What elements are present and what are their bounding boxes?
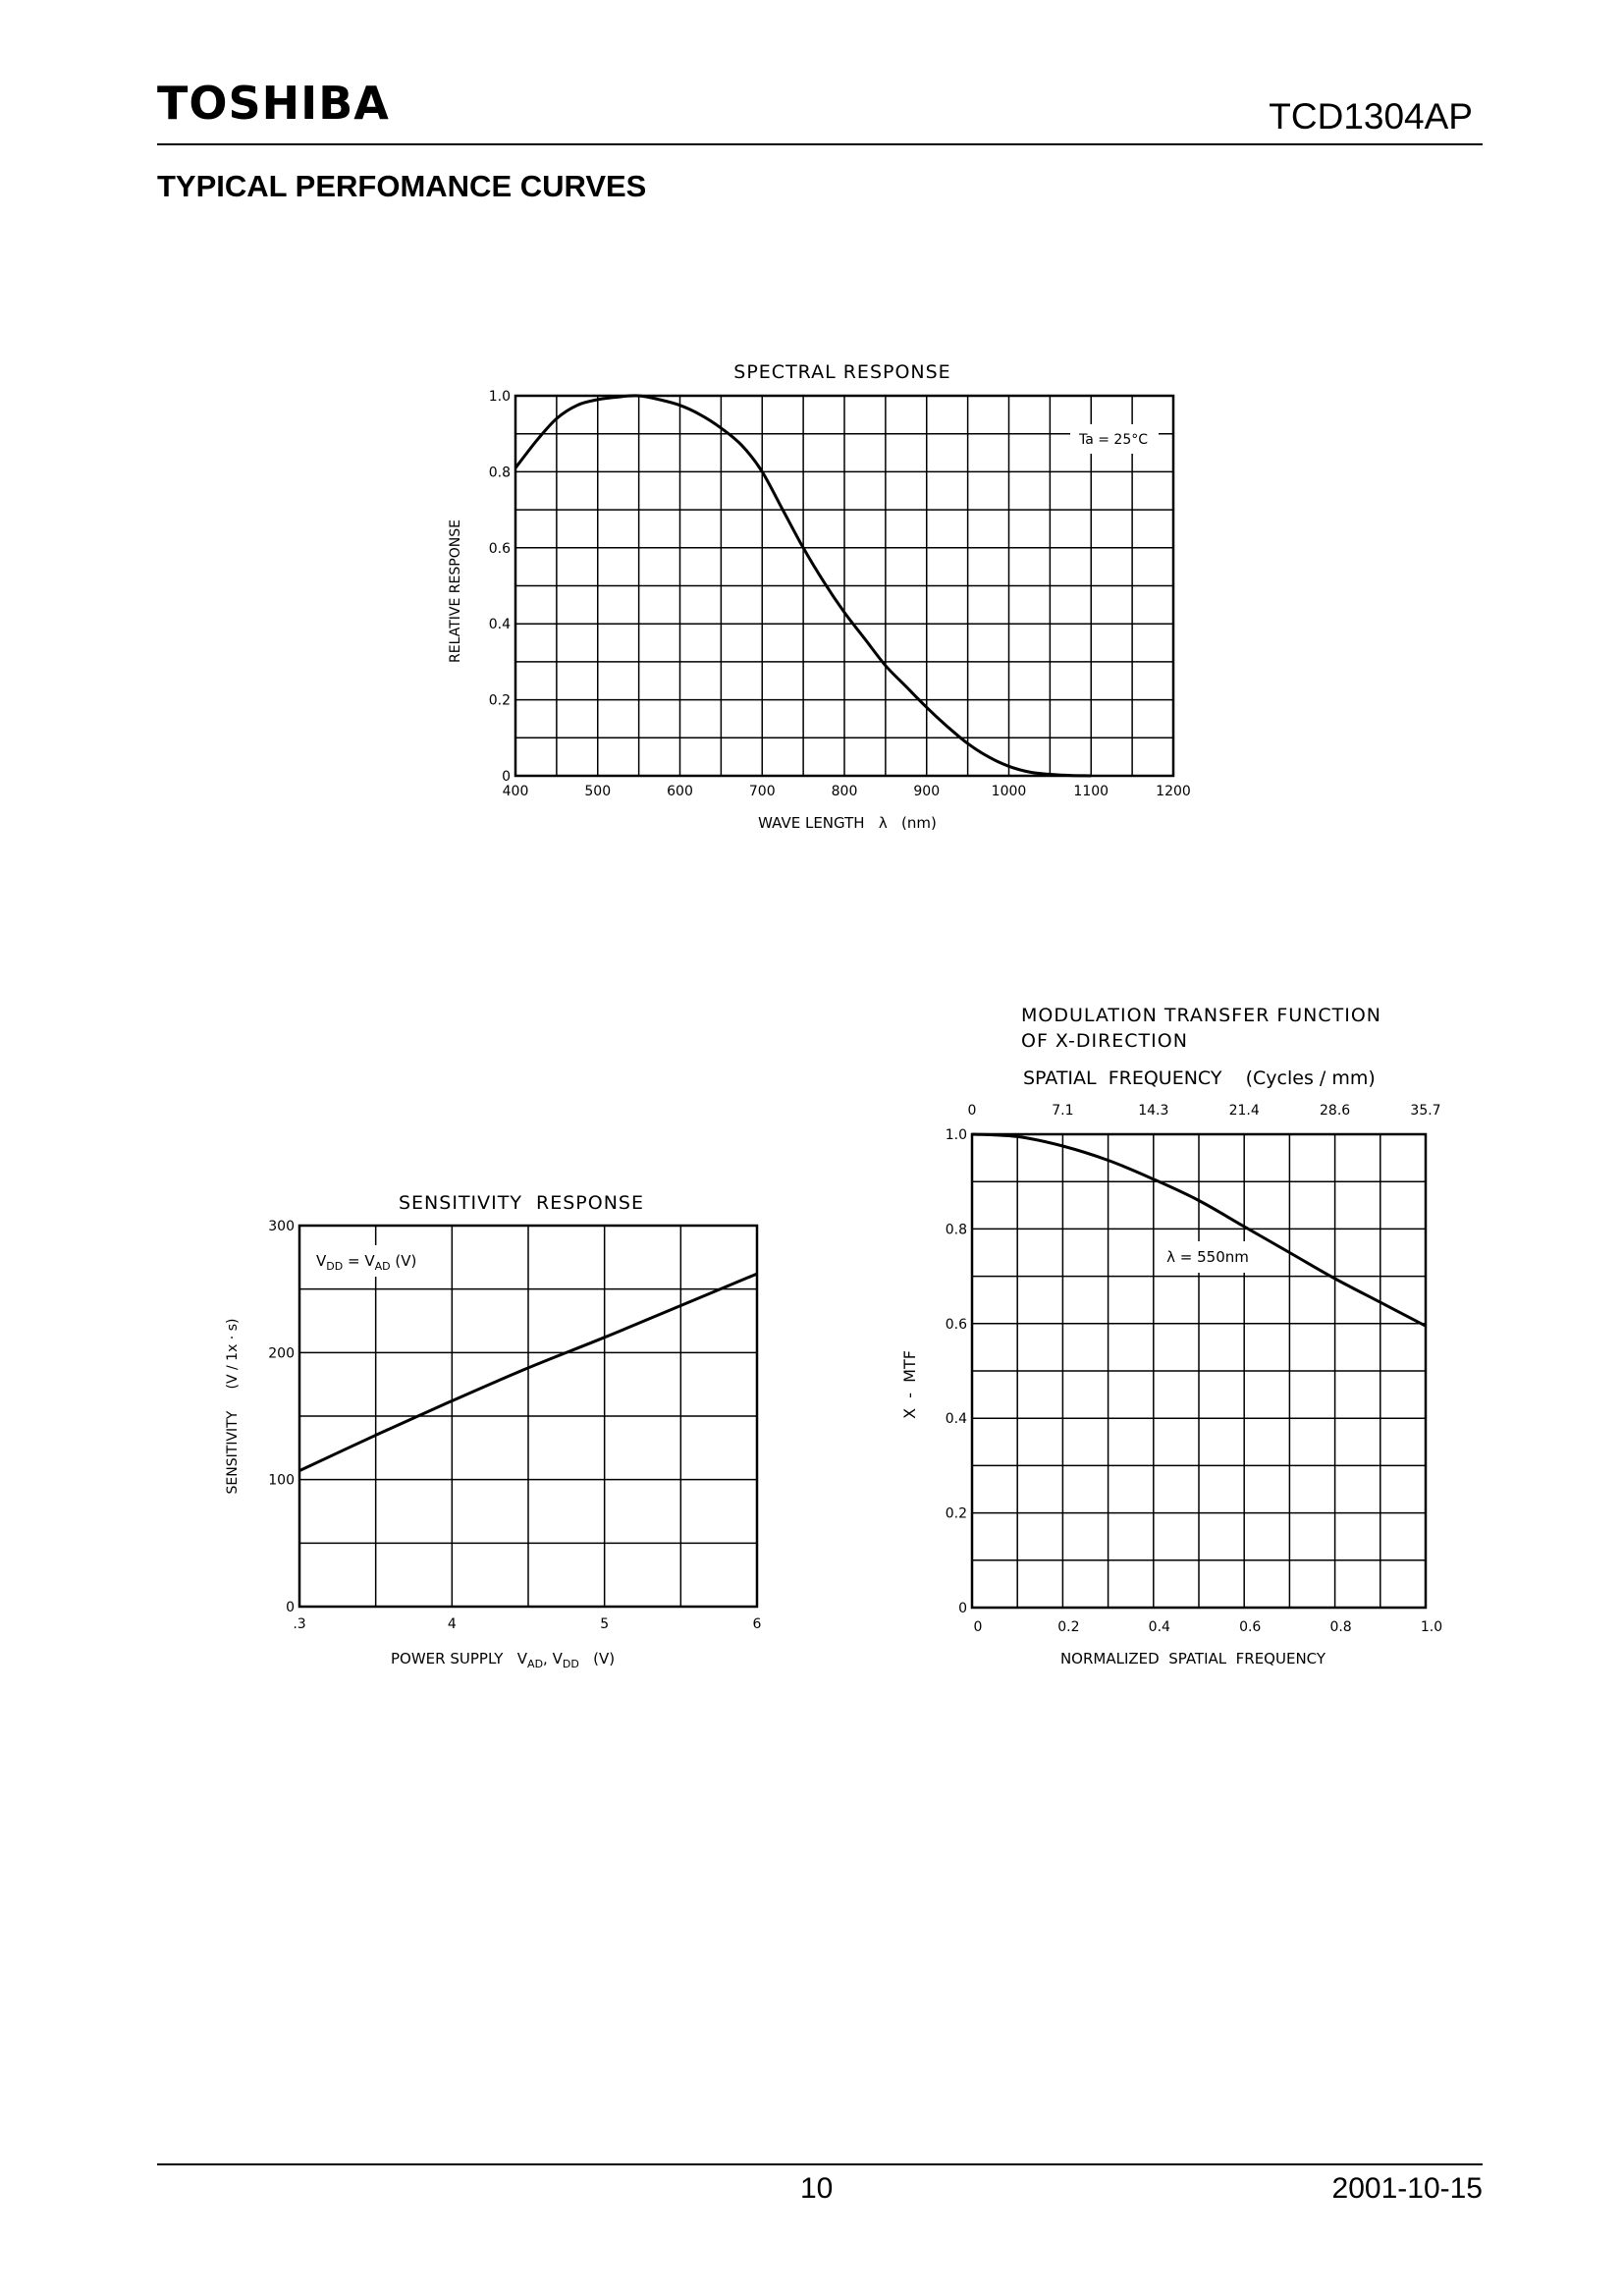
x-tick-label: 500 [584, 784, 612, 799]
annotation-temperature: Ta = 25°C [1078, 432, 1149, 448]
y-tick-label: 300 [268, 1219, 295, 1234]
y-tick-label: 0 [502, 769, 511, 785]
y-tick-label: 1.0 [945, 1127, 967, 1143]
y-tick-labels [946, 1127, 967, 1616]
x-tick-label: 6 [752, 1616, 762, 1632]
top-tick-label: 21.4 [1228, 1103, 1260, 1119]
x-tick-label: 0.6 [1239, 1619, 1262, 1635]
x-tick-label: 0.4 [1148, 1619, 1170, 1635]
y-tick-label: 0.6 [488, 540, 511, 557]
annotation-supply: $V_{DD} = V_{AD}$ (V) [316, 1252, 417, 1273]
top-tick-label: 35.7 [1410, 1103, 1441, 1119]
y-tick-label: 0.2 [488, 692, 511, 709]
x-tick-label: .3 [293, 1616, 306, 1632]
grid [972, 1134, 1426, 1608]
y-axis-label: SENSITIVITY (V / 1x · s) [225, 1318, 241, 1495]
footer-rule [157, 2163, 1483, 2165]
y-axis-label: RELATIVE RESPONSE [448, 519, 463, 663]
chart-title-line1: MODULATION TRANSFER FUNCTION [1021, 1005, 1382, 1026]
document-date: 2001-10-15 [1331, 2172, 1483, 2205]
top-axis-label: SPATIAL FREQUENCY (Cycles / mm) [1023, 1067, 1376, 1089]
y-tick-label: 0.4 [945, 1411, 967, 1428]
x-tick-labels [974, 1619, 1443, 1635]
x-tick-label: 600 [667, 784, 693, 799]
y-tick-label: 0 [286, 1600, 295, 1615]
x-tick-label: 1000 [991, 784, 1027, 799]
chart-title-line2: OF X-DIRECTION [1021, 1030, 1188, 1052]
y-tick-label: 0.2 [945, 1505, 967, 1522]
y-tick-label: 0.4 [488, 617, 511, 633]
top-tick-label: 28.6 [1320, 1103, 1351, 1119]
x-tick-label: 0.2 [1057, 1619, 1080, 1635]
y-tick-label: 1.0 [488, 389, 511, 405]
x-tick-label: 5 [600, 1616, 610, 1632]
section-title: TYPICAL PERFOMANCE CURVES [157, 169, 647, 203]
x-tick-label: 700 [748, 784, 776, 799]
chart-title: SPECTRAL RESPONSE [733, 361, 951, 383]
y-tick-label: 0.8 [488, 465, 511, 481]
chart-title: SENSITIVITY RESPONSE [398, 1192, 645, 1214]
annotation-wavelength: λ = 550nm [1166, 1248, 1249, 1266]
x-tick-label: 4 [447, 1616, 457, 1632]
y-tick-label: 100 [268, 1472, 295, 1489]
x-tick-label: 900 [913, 784, 941, 799]
y-tick-label: 0.8 [945, 1222, 967, 1238]
x-tick-label: 1.0 [1420, 1619, 1443, 1635]
x-axis-label: WAVE LENGTH λ (nm) [758, 814, 937, 832]
toshiba-logo: TOSHIBA [157, 77, 390, 130]
x-tick-label: 800 [831, 784, 858, 799]
y-axis-label: X - MTF [900, 1350, 919, 1419]
document-code: TCD1304AP [1269, 96, 1473, 137]
y-tick-label: 0.6 [945, 1316, 967, 1333]
x-axis-label: POWER SUPPLY $V_{AD}$, $V_{DD}$ (V) [391, 1650, 616, 1670]
x-tick-label: 400 [502, 784, 529, 799]
x-tick-label: 0.8 [1329, 1619, 1352, 1635]
page-number: 10 [800, 2172, 834, 2205]
top-tick-label: 0 [967, 1103, 977, 1119]
y-tick-label: 200 [268, 1345, 295, 1362]
top-tick-label: 7.1 [1052, 1103, 1074, 1119]
y-tick-label: 0 [958, 1601, 967, 1616]
x-tick-label: 0 [973, 1619, 983, 1635]
top-tick-labels [968, 1103, 1441, 1119]
x-tick-label: 1100 [1073, 784, 1109, 799]
x-axis-label: NORMALIZED SPATIAL FREQUENCY [1059, 1650, 1326, 1667]
top-tick-label: 14.3 [1138, 1103, 1169, 1119]
x-tick-label: 1200 [1156, 784, 1191, 799]
